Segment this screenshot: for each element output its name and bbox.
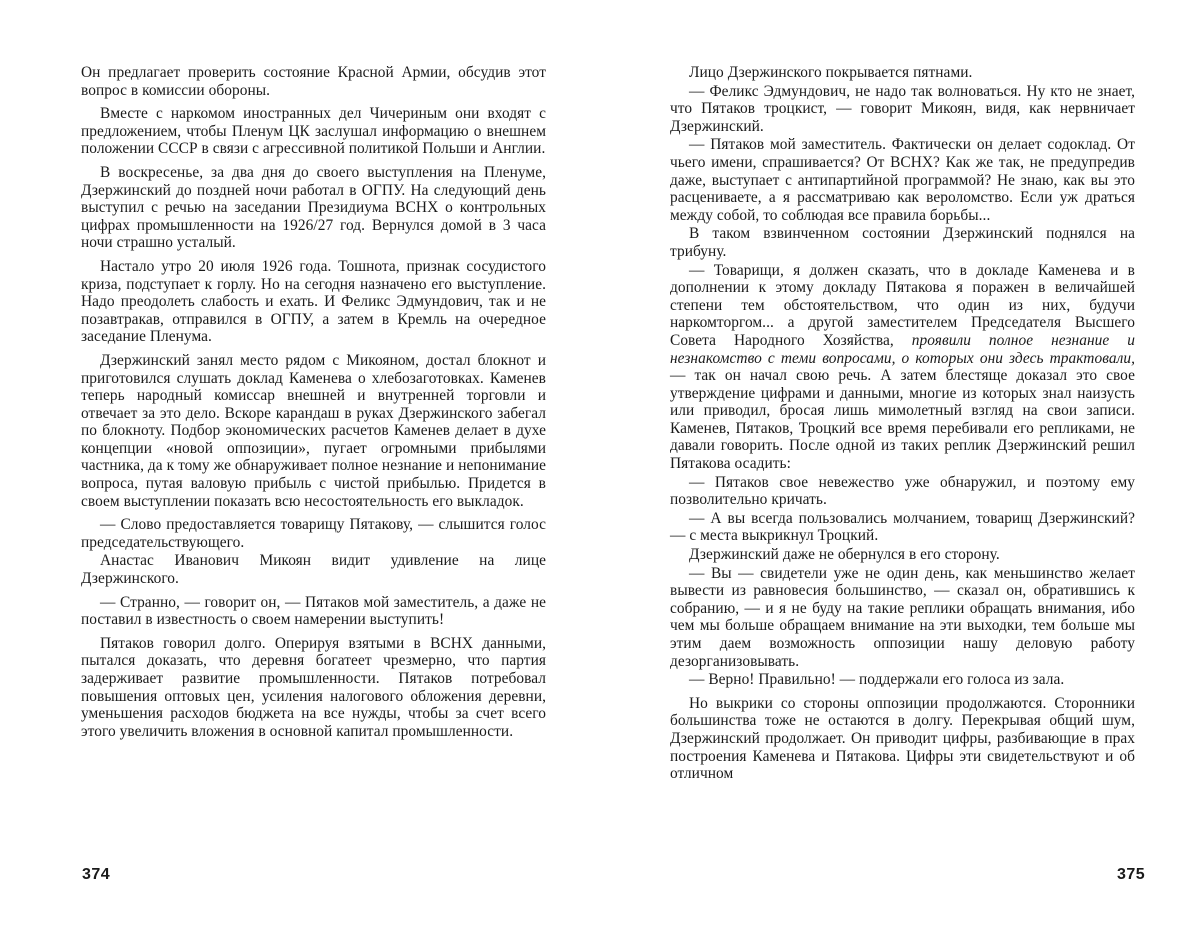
page-number-left: 374 <box>82 866 110 884</box>
paragraph: Лицо Дзержинского покрывается пятнами. <box>670 64 1135 82</box>
paragraph: Пятаков говорил долго. Оперируя взятыми в ВСНХ данными, пытался доказать, что деревня богатеет чрезмерно, что партия задерживает развитие промышленности. Пятаков потребовал повышения оптовых цен, усиления налогового обложения деревни, уменьшения расходов бюджета на все нужды, чтобы за счет всего этого увеличить вложения в основной капитал промышленности. <box>81 635 546 741</box>
left-page <box>81 64 546 746</box>
right-page <box>670 64 1135 789</box>
paragraph: Дзержинский занял место рядом с Микояном, достал блокнот и приготовился слушать доклад Каменева о хлебозаготовках. Каменев теперь народный комиссар внешней и внутренней торговли и отвечает за это дело. Вскоре карандаш в руках Дзержинского забегал по блокноту. Подбор экономических расчетов Каменев делает в духе концепции «новой оппозиции», пугает огромными прибылями частника, да к тому же обнаруживает полное незнание и непонимание вопроса, путая валовую прибыль с чистой прибылью. Придется в своем выступлении показать всю несостоятельность его выкладок. <box>81 352 546 510</box>
paragraph: — Феликс Эдмундович, не надо так волноваться. Ну кто не знает, что Пятаков троцкист, — говорит Микоян, видя, как нервничает Дзержинский. <box>670 83 1135 136</box>
paragraph: — А вы всегда пользовались молчанием, товарищ Дзержинский? — с места выкрикнул Троцкий. <box>670 510 1135 545</box>
paragraph: — Пятаков мой заместитель. Фактически он делает содоклад. От чьего имени, спрашивается? От ВСНХ? Как же так, не предупредив даже, выступает с антипартийной программой? Не знаю, как вы это расцениваете, а я рассматриваю как вероломство. Если уж драться между собой, то соблюдая все правила борьбы... <box>670 136 1135 224</box>
paragraph: — Слово предоставляется товарищу Пятакову, — слышится голос председательствующего. <box>81 516 546 551</box>
paragraph: Дзержинский даже не обернулся в его сторону. <box>670 546 1135 564</box>
paragraph: — Пятаков свое невежество уже обнаружил, и поэтому ему позволительно кричать. <box>670 474 1135 509</box>
italic-quote: проявили полное незнание и незнакомство с теми вопросами, о которых они здесь трактовали, <box>670 332 1135 367</box>
paragraph: — Вы — свидетели уже не один день, как меньшинство желает вывести из равновесия большинство, — сказал он, обратившись к собранию, — и я не буду на такие реплики обращать внимания, ибо чем мы больше обращаем внимание на эти выходки, тем больше мы этим даем возможность оппозиции нашу деловую работу дезорганизовывать. <box>670 565 1135 671</box>
speech-continuation: — так он начал свою речь. А затем блестяще доказал это свое утверждение цифрами и данными, многие из которых знал наизусть или приводил, бросая лишь мимолетный взгляд на свои записи. Каменев, Пятаков, Троцкий все время перебивали его репликами, не давали говорить. После одной из таких реплик Дзержинский решил Пятакова осадить: <box>670 367 1135 472</box>
speech-opening: — Товарищи, я должен сказать, что в докладе Каменева и в дополнении к этому докладу Пятакова я поражен в величайшей степени тем обстоятельством, что один из них, будучи наркомторгом... а другой заместителем Председателя Высшего Совета Народного Хозяйства, <box>670 262 1135 349</box>
page-number-right: 375 <box>1117 866 1145 884</box>
paragraph: — Странно, — говорит он, — Пятаков мой заместитель, а даже не поставил в известность о своем намерении выступить! <box>81 594 546 629</box>
paragraph: Вместе с наркомом иностранных дел Чичериным они входят с предложением, чтобы Пленум ЦК заслушал информацию о внешнем положении СССР в связи с агрессивной политикой Польши и Англии. <box>81 105 546 158</box>
paragraph: Но выкрики со стороны оппозиции продолжаются. Сторонники большинства тоже не остаются в долгу. Перекрывая общий шум, Дзержинский продолжает. Он приводит цифры, разбивающие в прах построения Каменева и Пятакова. Цифры эти свидетельствуют и об отличном <box>670 695 1135 783</box>
paragraph: В воскресенье, за два дня до своего выступления на Пленуме, Дзержинский до поздней ночи работал в ОГПУ. На следующий день выступил с речью на заседании Президиума ВСНХ о контрольных цифрах промышленности на 1926/27 год. Вернулся домой в 3 часа ночи страшно усталый. <box>81 164 546 252</box>
paragraph: Он предлагает проверить состояние Красной Армии, обсудив этот вопрос в комиссии обороны. <box>81 64 546 99</box>
paragraph: — Верно! Правильно! — поддержали его голоса из зала. <box>670 671 1135 689</box>
speech-paragraph <box>670 262 1135 473</box>
paragraph: Настало утро 20 июля 1926 года. Тошнота, признак сосудистого криза, подступает к горлу. Но на сегодня назначено его выступление. Надо преодолеть слабость и ехать. И Феликс Эдмундович, так и не позавтракав, отправился в ОГПУ, а затем в Кремль на очередное заседание Пленума. <box>81 258 546 346</box>
paragraph: В таком взвинченном состоянии Дзержинский поднялся на трибуну. <box>670 225 1135 260</box>
paragraph: Анастас Иванович Микоян видит удивление на лице Дзержинского. <box>81 552 546 587</box>
